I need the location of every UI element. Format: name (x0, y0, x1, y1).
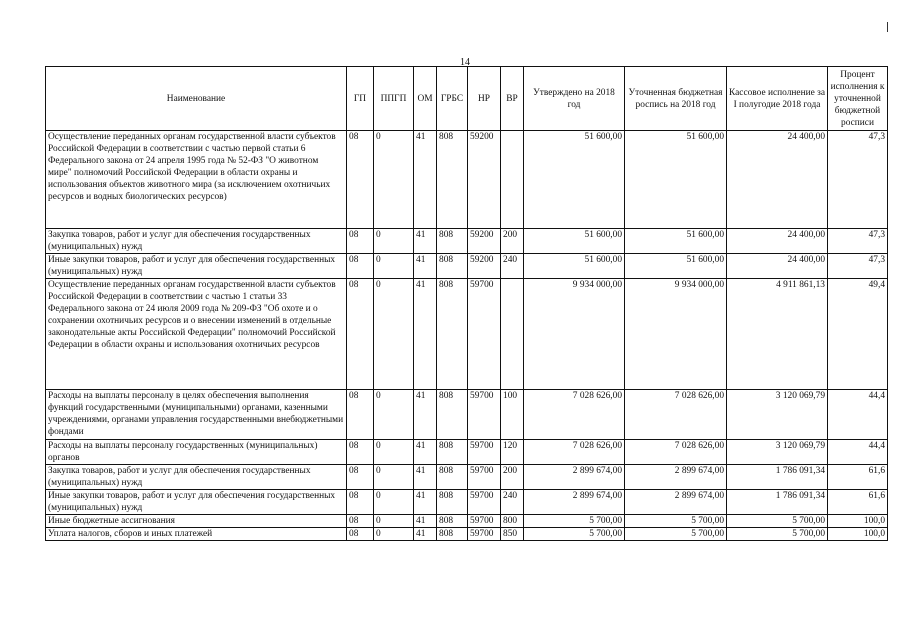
table-row (46, 229, 888, 254)
cell-cash: 4 911 861,13 (727, 279, 828, 390)
cell-grbs: 808 (437, 515, 468, 528)
cell-refined: 7 028 626,00 (625, 440, 727, 465)
cell-om: 41 (414, 390, 437, 440)
cell-om: 41 (414, 131, 437, 229)
cell-gp: 08 (347, 440, 374, 465)
cell-cash: 24 400,00 (727, 254, 828, 279)
cell-approved: 5 700,00 (524, 515, 625, 528)
cell-ppgp: 0 (374, 254, 414, 279)
cell-name: Уплата налогов, сборов и иных платежей (46, 528, 347, 541)
cell-om: 41 (414, 440, 437, 465)
cell-cash: 1 786 091,34 (727, 490, 828, 515)
page-number: 14 (460, 57, 470, 68)
cell-refined: 51 600,00 (625, 131, 727, 229)
cell-approved: 51 600,00 (524, 254, 625, 279)
cell-vr: 200 (501, 229, 524, 254)
cell-nr: 59700 (468, 390, 501, 440)
cell-name: Закупка товаров, работ и услуг для обеспечения государственных (муниципальных) нужд (46, 465, 347, 490)
header-vr: ВР (501, 67, 524, 131)
cell-name: Иные закупки товаров, работ и услуг для обеспечения государственных (муниципальных) нужд (46, 254, 347, 279)
cell-refined: 9 934 000,00 (625, 279, 727, 390)
cell-name: Иные закупки товаров, работ и услуг для обеспечения государственных (муниципальных) нужд (46, 490, 347, 515)
header-name: Наименование (46, 67, 347, 131)
cell-cash: 3 120 069,79 (727, 390, 828, 440)
cell-ppgp: 0 (374, 490, 414, 515)
cell-ppgp: 0 (374, 390, 414, 440)
cell-name: Расходы на выплаты персоналу государственных (муниципальных) органов (46, 440, 347, 465)
cell-nr: 59700 (468, 279, 501, 390)
margin-mark (887, 22, 888, 32)
header-refined: Уточненная бюджетная роспись на 2018 год (625, 67, 727, 131)
cell-percent: 44,4 (828, 440, 888, 465)
cell-vr: 800 (501, 515, 524, 528)
table-row (46, 279, 888, 390)
cell-ppgp: 0 (374, 440, 414, 465)
cell-percent: 100,0 (828, 515, 888, 528)
cell-approved: 51 600,00 (524, 229, 625, 254)
cell-om: 41 (414, 465, 437, 490)
cell-gp: 08 (347, 528, 374, 541)
cell-percent: 47,3 (828, 131, 888, 229)
cell-percent: 61,6 (828, 465, 888, 490)
cell-cash: 1 786 091,34 (727, 465, 828, 490)
cell-name: Расходы на выплаты персоналу в целях обеспечения выполнения функций государственными (муниципальными) органами, казенными учреждениями, органами управления государственными внебюджетными фондами (46, 390, 347, 440)
cell-approved: 7 028 626,00 (524, 390, 625, 440)
cell-nr: 59200 (468, 229, 501, 254)
cell-cash: 24 400,00 (727, 229, 828, 254)
cell-nr: 59200 (468, 254, 501, 279)
table-row (46, 465, 888, 490)
cell-ppgp: 0 (374, 528, 414, 541)
cell-nr: 59700 (468, 528, 501, 541)
cell-cash: 5 700,00 (727, 515, 828, 528)
cell-percent: 47,3 (828, 229, 888, 254)
cell-vr: 240 (501, 490, 524, 515)
cell-cash: 5 700,00 (727, 528, 828, 541)
cell-grbs: 808 (437, 490, 468, 515)
cell-percent: 49,4 (828, 279, 888, 390)
cell-percent: 61,6 (828, 490, 888, 515)
cell-grbs: 808 (437, 229, 468, 254)
cell-approved: 7 028 626,00 (524, 440, 625, 465)
cell-om: 41 (414, 515, 437, 528)
cell-ppgp: 0 (374, 465, 414, 490)
cell-ppgp: 0 (374, 229, 414, 254)
table-row (46, 440, 888, 465)
cell-gp: 08 (347, 229, 374, 254)
table-body (46, 131, 888, 541)
cell-approved: 5 700,00 (524, 528, 625, 541)
cell-gp: 08 (347, 465, 374, 490)
cell-om: 41 (414, 528, 437, 541)
cell-grbs: 808 (437, 390, 468, 440)
cell-name: Иные бюджетные ассигнования (46, 515, 347, 528)
cell-name: Осуществление переданных органам государственной власти субъектов Российской Федерации в соответствии с частью первой статьи 6 Федерального закона от 24 апреля 1995 года № 52-ФЗ "О животном мире" полномочий Российской Федерации в области охраны и использования объектов животного мира (за исключением охотничьих ресурсов и водных биологических ресурсов) (46, 131, 347, 229)
cell-nr: 59700 (468, 465, 501, 490)
header-ppgp: ППГП (374, 67, 414, 131)
header-cash: Кассовое исполнение за I полугодие 2018 года (727, 67, 828, 131)
cell-vr: 240 (501, 254, 524, 279)
cell-percent: 100,0 (828, 528, 888, 541)
cell-cash: 3 120 069,79 (727, 440, 828, 465)
cell-ppgp: 0 (374, 515, 414, 528)
cell-om: 41 (414, 279, 437, 390)
header-nr: НР (468, 67, 501, 131)
header-om: ОМ (414, 67, 437, 131)
cell-vr: 850 (501, 528, 524, 541)
cell-nr: 59200 (468, 131, 501, 229)
cell-grbs: 808 (437, 528, 468, 541)
cell-refined: 7 028 626,00 (625, 390, 727, 440)
cell-approved: 51 600,00 (524, 131, 625, 229)
cell-refined: 2 899 674,00 (625, 490, 727, 515)
cell-nr: 59700 (468, 490, 501, 515)
cell-vr (501, 131, 524, 229)
cell-grbs: 808 (437, 279, 468, 390)
cell-refined: 51 600,00 (625, 229, 727, 254)
cell-percent: 44,4 (828, 390, 888, 440)
cell-approved: 9 934 000,00 (524, 279, 625, 390)
cell-vr: 200 (501, 465, 524, 490)
cell-ppgp: 0 (374, 279, 414, 390)
cell-vr (501, 279, 524, 390)
cell-gp: 08 (347, 131, 374, 229)
cell-percent: 47,3 (828, 254, 888, 279)
cell-vr: 100 (501, 390, 524, 440)
cell-cash: 24 400,00 (727, 131, 828, 229)
cell-grbs: 808 (437, 254, 468, 279)
cell-nr: 59700 (468, 515, 501, 528)
table-header (46, 67, 888, 131)
cell-grbs: 808 (437, 131, 468, 229)
cell-grbs: 808 (437, 440, 468, 465)
header-approved: Утверждено на 2018 год (524, 67, 625, 131)
cell-om: 41 (414, 229, 437, 254)
header-percent: Процент исполнения к уточненной бюджетной росписи (828, 67, 888, 131)
cell-vr: 120 (501, 440, 524, 465)
header-grbs: ГРБС (437, 67, 468, 131)
cell-grbs: 808 (437, 465, 468, 490)
cell-refined: 5 700,00 (625, 515, 727, 528)
cell-gp: 08 (347, 515, 374, 528)
cell-name: Осуществление переданных органам государственной власти субъектов Российской Федерации в соответствии с частью 1 статьи 33 Федерального закона от 24 июля 2009 года № 209-ФЗ "Об охоте и о сохранении охотничьих ресурсов и о внесении изменений в отдельные законодательные акты Российской Федерации" полномочий Российской Федерации в области охраны и использования охотничьих ресурсов (46, 279, 347, 390)
cell-om: 41 (414, 490, 437, 515)
cell-gp: 08 (347, 279, 374, 390)
cell-nr: 59700 (468, 440, 501, 465)
cell-om: 41 (414, 254, 437, 279)
cell-approved: 2 899 674,00 (524, 490, 625, 515)
cell-refined: 51 600,00 (625, 254, 727, 279)
header-gp: ГП (347, 67, 374, 131)
cell-refined: 5 700,00 (625, 528, 727, 541)
table-row (46, 254, 888, 279)
table-row (46, 515, 888, 528)
table-row (46, 131, 888, 229)
cell-ppgp: 0 (374, 131, 414, 229)
cell-approved: 2 899 674,00 (524, 465, 625, 490)
cell-gp: 08 (347, 254, 374, 279)
cell-gp: 08 (347, 390, 374, 440)
table-row (46, 490, 888, 515)
cell-refined: 2 899 674,00 (625, 465, 727, 490)
cell-gp: 08 (347, 490, 374, 515)
table-row (46, 390, 888, 440)
budget-table (45, 66, 888, 541)
table-row (46, 528, 888, 541)
cell-name: Закупка товаров, работ и услуг для обеспечения государственных (муниципальных) нужд (46, 229, 347, 254)
